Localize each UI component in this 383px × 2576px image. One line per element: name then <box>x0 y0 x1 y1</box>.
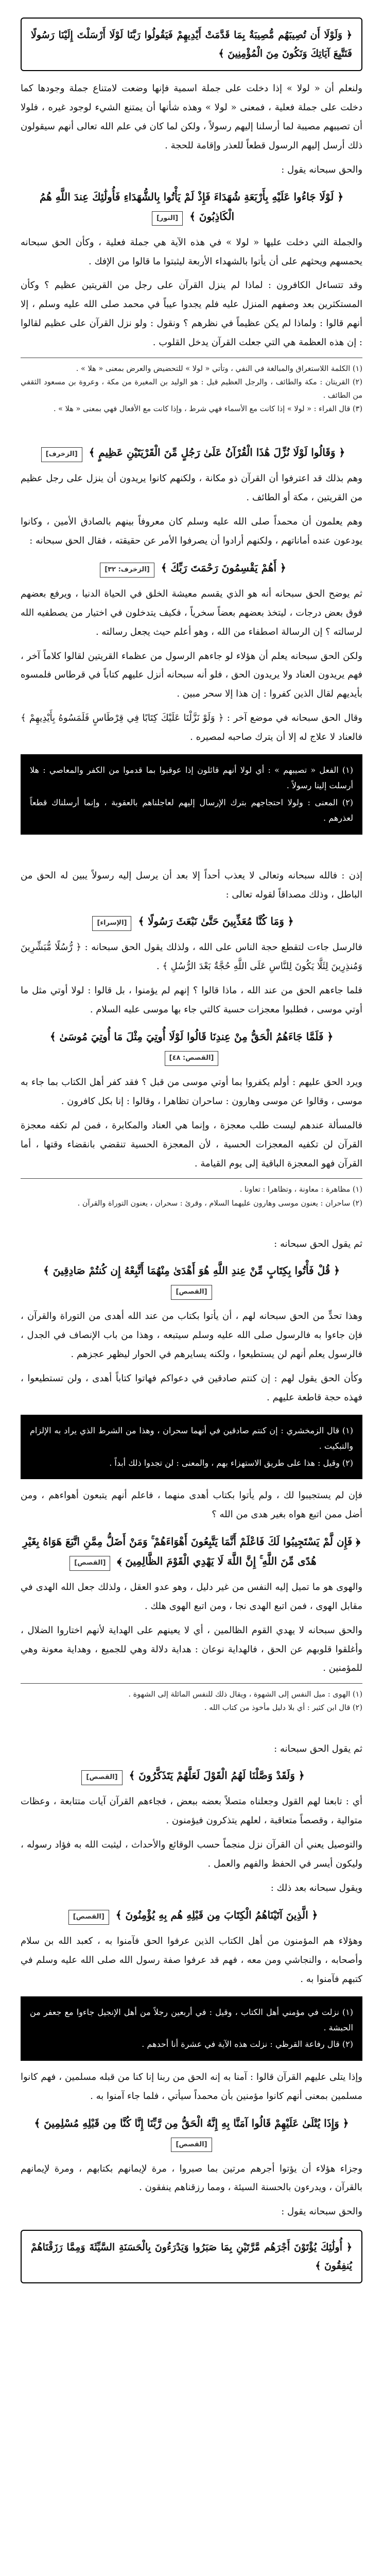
paragraph: فالمسألة عندهم ليست طلب معجزة ، وإنما هي العناد والمكابرة ، فمن لم تكفه معجزة القرآن لن تكفيه المعجزات الحسية ، لأن المعجزة الحسية تنقضي بانقضاء وقتها ، أما القرآن فهو المعجزة الباقية إلى يوم القيامة . <box>21 1120 362 1169</box>
paragraph: والتوصيل يعني أن القرآن نزل منجماً حسب الوقائع والأحداث ، ليثبت الله به فؤاد رسوله ، وليكون أيسر في الحفظ والفهم والعمل . <box>21 1839 362 1870</box>
notes-box <box>21 754 362 835</box>
paragraph: ولنعلم أن « لولا » إذا دخلت على جملة اسمية فإنها وضعت لامتناع جملة وجودها كما دخلت على جملة فعلية ، فمعنى « لولا » وهذه شأنها أن يمتنع الشيء لوجود غيره ، فلولا أن تصيبهم مصيبة لما أرسلنا إليهم رسولاً ، ولكن لما كان في علم الله تعالى أنهم سيقولون ذلك أرسل إليهم الرسول قطعاً للعذر وإقامة للحجة . <box>21 83 362 151</box>
surah-tag: [القصص] <box>81 1770 122 1785</box>
note: (٢) قال رفاعة القرظي : نزلت هذه الآية في عشرة أنا أحدهم . <box>142 2039 353 2049</box>
surah-tag: [القصص] <box>68 1910 109 1925</box>
verse-text: ﴿ وَمَا كُنَّا مُعَذِّبِينَ حَتَّىٰ نَبْعَثَ رَسُولًا ﴾ <box>138 915 294 928</box>
paragraph: وهم بذلك قد اعترفوا أن القرآن ذو مكانة ، ولكنهم كانوا يريدون أن ينزل على رجل عظيم من القريتين ، مكة أو الطائف . <box>21 473 362 503</box>
footnotes <box>21 1178 362 1210</box>
surah-tag: [القصص: ٤٨] <box>165 1051 219 1066</box>
paragraph: وجزاء هؤلاء أن يؤتوا أجرهم مرتين بما صبروا ، مرة لإيمانهم بكتابهم ، ومرة لإيمانهم بالقرآن ، ويدرءون بالحسنة السيئة ، ومما رزقناهم ينفقون . <box>21 2163 362 2193</box>
quoted-verse <box>21 187 362 226</box>
footnote: (٢) القريتان : مكة والطائف ، والرجل العظيم قيل : هو الوليد بن المغيرة من مكة ، وعروة بن مسعود الثقفي من الطائف . <box>21 378 362 400</box>
verse-text: ﴿ فَإِن لَّمْ يَسْتَجِيبُوا لَكَ فَاعْلَمْ أَنَّمَا يَتَّبِعُونَ أَهْوَاءَهُمْ ۚ وَمَنْ أَضَلُّ مِمَّنِ اتَّبَعَ هَوَاهُ بِغَيْرِ هُدًى مِّنَ اللَّهِ ۚ إِنَّ اللَّهَ لَا يَهْدِي الْقَوْمَ الظَّالِمِينَ ﴾ <box>23 1535 360 1567</box>
paragraph: ثم يقول الحق سبحانه : <box>274 1238 362 1249</box>
paragraph: والهوى هو ما تميل إليه النفس من غير دليل ، وهو عدو العقل ، ولذلك جعل الله الهدى في مقابل الهوى ، فمن اتبع الهدى نجا ، ومن اتبع الهوى هلك . <box>21 1581 362 1612</box>
footnote: (٢) قال ابن كثير : أي بلا دليل مأخوذ من كتاب الله . <box>204 1704 362 1713</box>
surah-tag: [الإسراء] <box>92 916 131 931</box>
note: (١) نزلت في مؤمني أهل الكتاب ، وقيل : في أربعين رجلاً من أهل الإنجيل جاءوا مع جعفر من الحبشة . <box>30 2007 353 2032</box>
paragraph: ويرد الحق عليهم : أولم يكفروا بما أوتي موسى من قبل ؟ فقد كفر أهل الكتاب بما جاء به موسى ، وقالوا عن موسى وهارون : ساحران تظاهرا ، وقالوا : إنا بكل كافرون . <box>21 1076 362 1107</box>
surah-tag: [الزخرف: ٣٢] <box>100 563 154 578</box>
verse-text: ﴿ أَهُمْ يَقْسِمُونَ رَحْمَتَ رَبِّكَ ﴾ <box>161 561 286 574</box>
paragraph: أي : تابعنا لهم القول وجعلناه متصلاً بعضه ببعض ، فجاءهم القرآن آيات متتابعة ، وعظات متوالية ، وقصصاً متعاقبة ، لعلهم يتذكرون فيؤمنون . <box>21 1796 362 1826</box>
quoted-verse <box>21 911 362 931</box>
paragraph: وقال الحق سبحانه في موضع آخر : ﴿ وَلَوْ نَزَّلْنَا عَلَيْكَ كِتَابًا فِي قِرْطَاسٍ فَلَمَسُوهُ بِأَيْدِيهِمْ ﴾ فالعناد لا علاج له إلا أن يترك صاحبه لمصيره . <box>21 713 362 743</box>
paragraph: والحق سبحانه يقول : <box>281 2206 362 2217</box>
verse-text: ﴿ الَّذِينَ آتَيْنَاهُمُ الْكِتَابَ مِن قَبْلِهِ هُم بِهِ يُؤْمِنُونَ ﴾ <box>115 1908 318 1921</box>
paragraph: والجملة التي دخلت عليها « لولا » في هذه الآية هي جملة فعلية ، وكأن الحق سبحانه يحمسهم ويحثهم على أن يأتوا بالشهداء الأربعة ليثبتوا ما قالوا من الإفك . <box>21 236 362 267</box>
footnotes <box>21 1683 362 1715</box>
paragraph: وهم يعلمون أن محمداً صلى الله عليه وسلم كان معروفاً بينهم بالصادق الأمين ، وكانوا يودعون عنده أماناتهم ، ولكنهم أرادوا أن يصرفوا الأمر عن حقيقته ، فقال الحق سبحانه : <box>21 516 362 547</box>
quoted-verse <box>21 443 362 462</box>
quoted-verse <box>21 1027 362 1066</box>
quran-verse: ﴿ وَلَوْلَا أَن تُصِيبَهُم مُّصِيبَةٌ بِمَا قَدَّمَتْ أَيْدِيهِمْ فَيَقُولُوا رَبَّنَا لَوْلَا أَرْسَلْتَ إِلَيْنَا رَسُولًا فَنَتَّبِعَ آيَاتِكَ وَنَكُونَ مِنَ الْمُؤْمِنِينَ ﴾ <box>31 29 352 60</box>
quoted-verse <box>21 1905 362 1925</box>
paragraph: ولكن الحق سبحانه يعلم أن هؤلاء لو جاءهم الرسول من عظماء القريتين لقالوا كلاماً آخر ، فهم يريدون العناد ولا يريدون الحق ، فلو أنه سبحانه أنزل عليهم كتاباً في قرطاس فلمسوه بأيديهم لقال الذين كفروا : إن هذا إلا سحر مبين . <box>21 650 362 700</box>
paragraph: وقد تتساءل الكافرون : لماذا لم ينزل القرآن على رجل من القريتين عظيم ؟ وكأن المستكثرين بعد وصفهم المنزل عليه فلم يجدوا عيباً في محمد صلى الله عليه وسلم ، إلا أنهم قالوا : ولماذا لم يكن عظيماً في نظرهم ؟ ونقول : ولو نزل القرآن على عظيم لقالوا : إن هذه العظمة هي التي جعلت القرآن يدخل القلوب . <box>21 280 362 348</box>
surah-tag: [القصص] <box>69 1556 110 1571</box>
paragraph: فلما جاءهم الحق من عند الله ، ماذا قالوا ؟ إنهم لم يؤمنوا ، بل قالوا : لولا أوتي مثل ما أوتي موسى ، فطلبوا معجزات حسية كالتي جاء بها موسى عليه السلام . <box>21 985 362 1015</box>
paragraph: والحق سبحانه لا يهدي القوم الظالمين ، أي لا يعينهم على الهداية لأنهم اختاروا الضلال ، وأغلقوا قلوبهم عن الحق ، فالهداية نوعان : هداية دلالة وهي للجميع ، وهداية معونة وهي للمؤمنين . <box>21 1624 362 1674</box>
note: (١) قال الزمخشري : إن كنتم صادقين في أنهما سحران ، وهذا من الشرط الذي يراد به الإلزام والتبكيت . <box>30 1425 353 1451</box>
quoted-verse <box>21 558 362 578</box>
footnote: (١) الكلمة اللاستغراق والمبالغة في النفي ، وتأتي « لولا » للتحضيض والعرض بمعنى « هلا » . <box>76 364 362 373</box>
quran-verse: ﴿ أُولَٰئِكَ يُؤْتَوْنَ أَجْرَهُم مَّرَّتَيْنِ بِمَا صَبَرُوا وَيَدْرَءُونَ بِالْحَسَنَةِ السَّيِّئَةَ وَمِمَّا رَزَقْنَاهُمْ يُنفِقُونَ ﴾ <box>31 2242 352 2272</box>
notes-box <box>21 1996 362 2061</box>
quoted-verse <box>21 1532 362 1571</box>
verse-text: ﴿ وَلَقَدْ وَصَّلْنَا لَهُمُ الْقَوْلَ لَعَلَّهُمْ يَتَذَكَّرُونَ ﴾ <box>129 1769 305 1782</box>
paragraph: ثم يقول الحق سبحانه : <box>274 1743 362 1754</box>
footnotes <box>21 358 362 416</box>
quran-verse-box <box>21 2230 362 2283</box>
quoted-verse <box>21 2113 362 2153</box>
notes-box <box>21 1415 362 1479</box>
paragraph: فالرسل جاءت لتقطع حجة الناس على الله ، ولذلك يقول الحق سبحانه : ﴿ رُّسُلًا مُّبَشِّرِينَ وَمُنذِرِينَ لِئَلَّا يَكُونَ لِلنَّاسِ عَلَى اللَّهِ حُجَّةٌ بَعْدَ الرُّسُلِ ﴾ . <box>21 942 362 972</box>
paragraph: والحق سبحانه يقول : <box>281 164 362 175</box>
verse-text: ﴿ وَإِذَا يُتْلَىٰ عَلَيْهِمْ قَالُوا آمَنَّا بِهِ إِنَّهُ الْحَقُّ مِن رَّبِّنَا إِنَّا كُنَّا مِن قَبْلِهِ مُسْلِمِينَ ﴾ <box>34 2116 349 2129</box>
quran-verse-box <box>21 18 362 71</box>
verse-text: ﴿ فَلَمَّا جَاءَهُمُ الْحَقُّ مِنْ عِندِنَا قَالُوا لَوْلَا أُوتِيَ مِثْلَ مَا أُوتِيَ مُوسَىٰ ﴾ <box>49 1030 334 1043</box>
surah-tag: [القصص] <box>171 2138 212 2153</box>
paragraph: إذن : فالله سبحانه وتعالى لا يعذب أحداً إلا بعد أن يرسل إليه رسولاً يبين له الحق من الباطل ، وذلك مصداقاً لقوله تعالى : <box>21 870 362 900</box>
paragraph: وهؤلاء هم المؤمنون من أهل الكتاب الذين عرفوا الحق فآمنوا به ، كعبد الله بن سلام وأصحابه ، والنجاشي ومن معه ، فهم قد عرفوا صفة رسول الله صلى الله عليه وسلم في كتبهم فآمنوا به . <box>21 1935 362 1985</box>
verse-text: ﴿ لَوْلَا جَاءُوا عَلَيْهِ بِأَرْبَعَةِ شُهَدَاءَ فَإِذْ لَمْ يَأْتُوا بِالشُّهَدَاءِ فَأُولَٰئِكَ عِندَ اللَّهِ هُمُ الْكَاذِبُونَ ﴾ <box>39 190 344 223</box>
surah-tag: [الزخرف] <box>41 447 82 462</box>
note: (٢) وقيل : هذا على طريق الاستهزاء بهم ، والمعنى : لن تجدوا ذلك أبداً . <box>109 1458 353 1468</box>
verse-text: ﴿ قُلْ فَأْتُوا بِكِتَابٍ مِّنْ عِندِ اللَّهِ هُوَ أَهْدَىٰ مِنْهُمَا أَتَّبِعْهُ إِن كُنتُمْ صَادِقِينَ ﴾ <box>43 1264 340 1277</box>
verse-text: ﴿ وَقَالُوا لَوْلَا نُزِّلَ هَٰذَا الْقُرْآنُ عَلَىٰ رَجُلٍ مِّنَ الْقَرْيَتَيْنِ عَظِيمٍ ﴾ <box>89 446 345 459</box>
paragraph: ويقول سبحانه بعد ذلك : <box>270 1882 362 1893</box>
footnote: (٢) ساحران : يعنون موسى وهارون عليهما السلام ، وقرئ : سحران ، يعنون التوراة والقرآن . <box>77 1199 362 1208</box>
footnote: (١) الهوى : ميل النفس إلى الشهوة ، ويقال ذلك للنفس المائلة إلى الشهوة . <box>128 1690 362 1699</box>
paragraph: وكأن الحق يقول لهم : إن كنتم صادقين في دعواكم فهاتوا كتاباً أهدى ، ولن تستطيعوا ، فهذه حجة قاطعة عليهم . <box>21 1373 362 1403</box>
footnote: (١) مظاهرة : معاونة ، وتظاهرا : تعاونا . <box>239 1185 362 1194</box>
paragraph: فإن لم يستجيبوا لك ، ولم يأتوا بكتاب أهدى منهما ، فاعلم أنهم يتبعون أهواءهم ، ومن أضل ممن اتبع هواه بغير هدى من الله ؟ <box>21 1490 362 1520</box>
note: (١) الفعل « تصيبهم » : أي لولا أنهم قائلون إذا عوقبوا بما قدموا من الكفر والمعاصي : هلا أرسلت إلينا رسولاً . <box>30 765 353 791</box>
note: (٢) المعنى : ولولا احتجاجهم بترك الإرسال إليهم لعاجلناهم بالعقوبة ، وإنما أرسلناك قطعاً لعذرهم . <box>30 797 354 823</box>
footnote: (٣) قال الفراء : « لولا » إذا كانت مع الأسماء فهي شرط ، وإذا كانت مع الأفعال فهي بمعنى « هلا » . <box>53 405 362 414</box>
quoted-verse <box>21 1766 362 1785</box>
surah-tag: [النور] <box>152 211 183 226</box>
paragraph: وإذا يتلى عليهم القرآن قالوا : آمنا به إنه الحق من ربنا إنا كنا من قبله مسلمين ، فهم كانوا مسلمين بمعنى أنهم كانوا مؤمنين بأن محمداً سيأتي ، فلما جاء آمنوا به . <box>21 2071 362 2102</box>
paragraph: ثم يوضح الحق سبحانه أنه هو الذي يقسم معيشة الخلق في الحياة الدنيا ، ويرفع بعضهم فوق بعض درجات ، ليتخذ بعضهم بعضاً سخرياً ، فكيف يتدخلون في اختيار من يصطفيه الله لرسالته ؟ إن الرسالة اصطفاء من الله ، وهو أعلم حيث يجعل رسالته . <box>21 588 362 637</box>
paragraph: وهذا تحدٍّ من الحق سبحانه لهم ، أن يأتوا بكتاب من عند الله أهدى من التوراة والقرآن ، فإن جاءوا به فالرسول صلى الله عليه وسلم سيتبعه ، وهذا من باب الإنصاف في الجدل ، فالرسول يعلم أنهم لن يستطيعوا ، ولكنه يسايرهم في الحوار ليظهر عجزهم . <box>21 1311 362 1360</box>
surah-tag: [القصص] <box>171 1285 212 1300</box>
quoted-verse <box>21 1261 362 1300</box>
